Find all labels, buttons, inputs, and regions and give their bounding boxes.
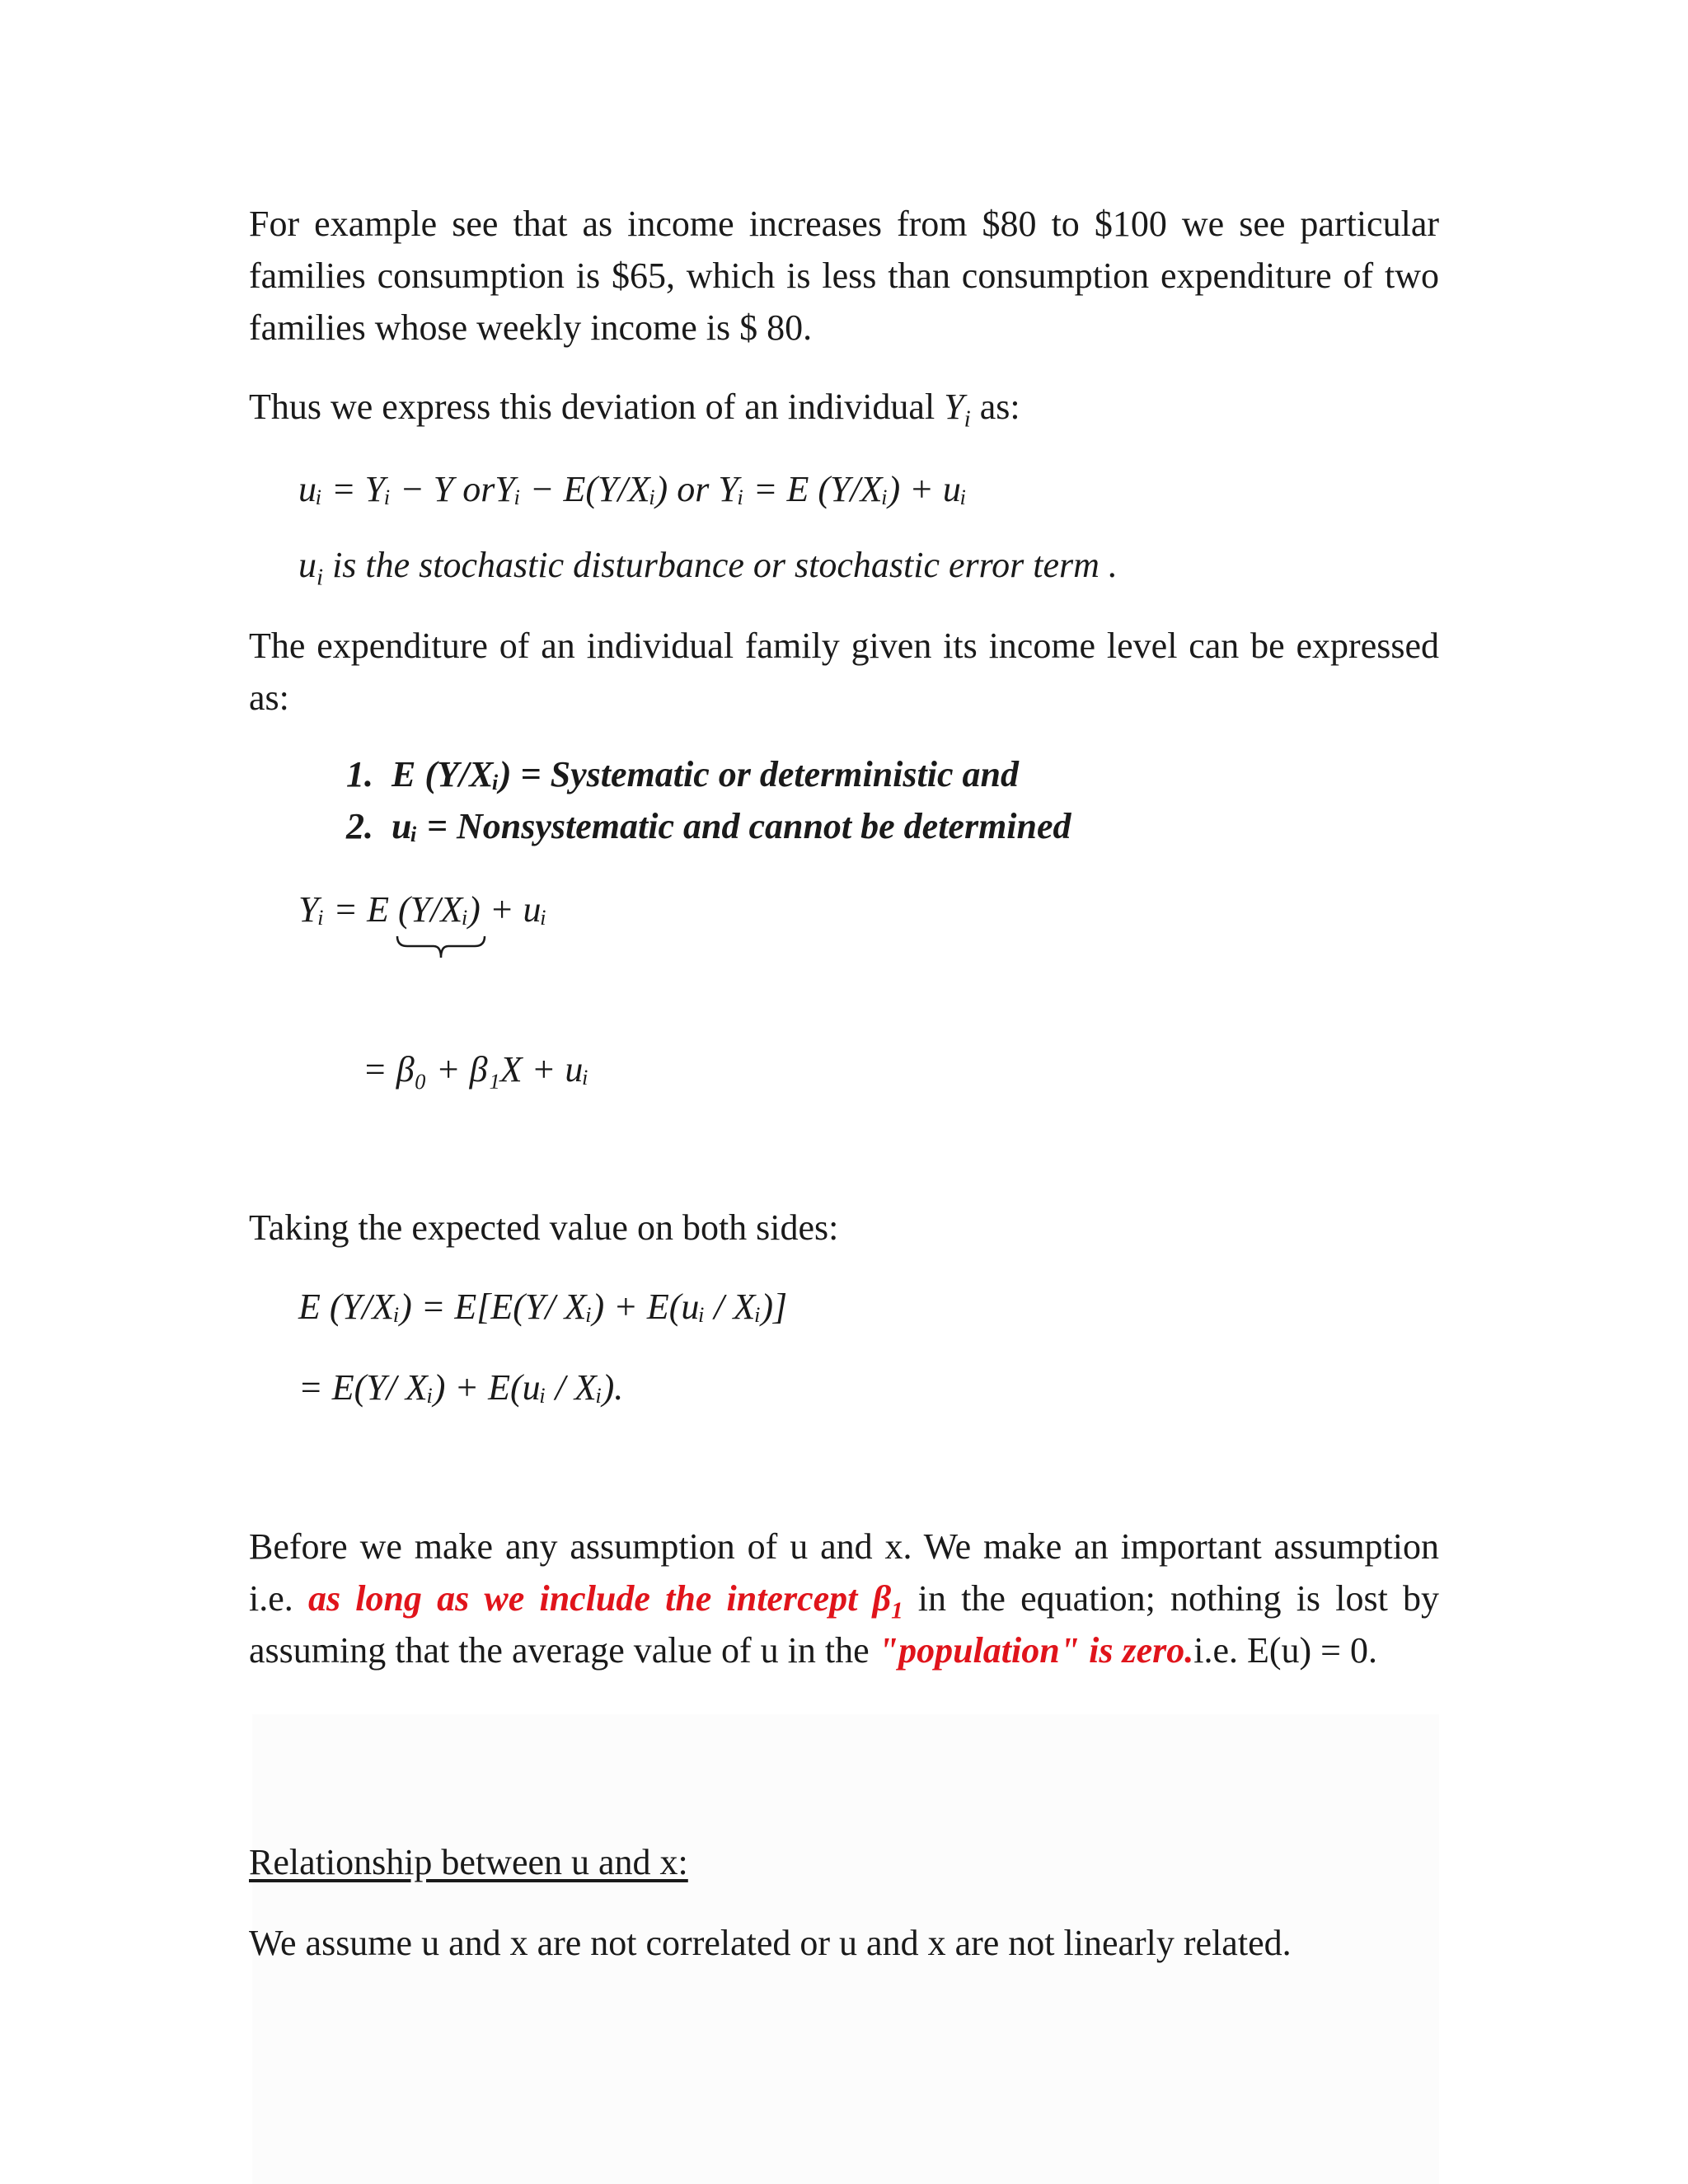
- deviation-var: $Y_i$: [944, 387, 971, 433]
- deviation-end: as:: [970, 387, 1020, 427]
- equation-expectation: E (Y/Xᵢ) = E[E(Y/ Xᵢ) + E(uᵢ / Xᵢ)]: [298, 1286, 788, 1327]
- list-item-2: 2. uᵢ = Nonsystematic and cannot be determined: [346, 806, 1071, 846]
- paragraph-deviation: [249, 381, 1439, 433]
- equation-yi: Yᵢ = E (Y/Xᵢ) + uᵢ: [298, 889, 547, 930]
- section-heading: Relationship between u and x:: [249, 1842, 688, 1882]
- equation-regression: = β₀ + β₁X + uᵢ: [363, 1049, 589, 1090]
- list-item-1: 1. E (Y/Xᵢ) = Systematic or deterministic and: [346, 754, 1019, 794]
- paragraph-uncorrelated: We assume u and x are not correlated or u and x are not linearly related.: [249, 1923, 1292, 1963]
- paragraph-expenditure: The expenditure of an individual family given its income level can be expressed as:: [249, 626, 1439, 718]
- underbrace-icon: [396, 933, 486, 961]
- highlight-intercept: as long as we include the intercept $\beta_1$: [307, 1578, 903, 1624]
- paragraph-expected-value: Taking the expected value on both sides:: [249, 1207, 839, 1248]
- equation-expectation-split: = E(Y/ Xᵢ) + E(uᵢ / Xᵢ).: [298, 1367, 624, 1408]
- paragraph-example: For example see that as income increases from $80 to $100 we see particular families consumption is $65, which is less than consumption expenditure of two families whose weekly income is $ 80.: [249, 204, 1439, 348]
- deviation-text: Thus we express this deviation of an individual: [249, 387, 945, 427]
- equation-stochastic-term: $u_i$ is the stochastic disturbance or stochastic error term .: [298, 545, 1118, 591]
- paragraph-assumption: Before we make any assumption of u and x. We make an important assumption i.e. as long as we include the intercept $\beta_1$ in the equation; nothing is lost by assuming that the average value of u in the "population" is zero.i.e. E(u) = 0.: [249, 1526, 1439, 1671]
- highlight-zero-mean: "population" is zero.: [878, 1630, 1194, 1671]
- equation-error-definition: uᵢ = Yᵢ − Y orYᵢ − E(Y/Xᵢ) or Yᵢ = E (Y/Xᵢ) + uᵢ: [298, 469, 967, 509]
